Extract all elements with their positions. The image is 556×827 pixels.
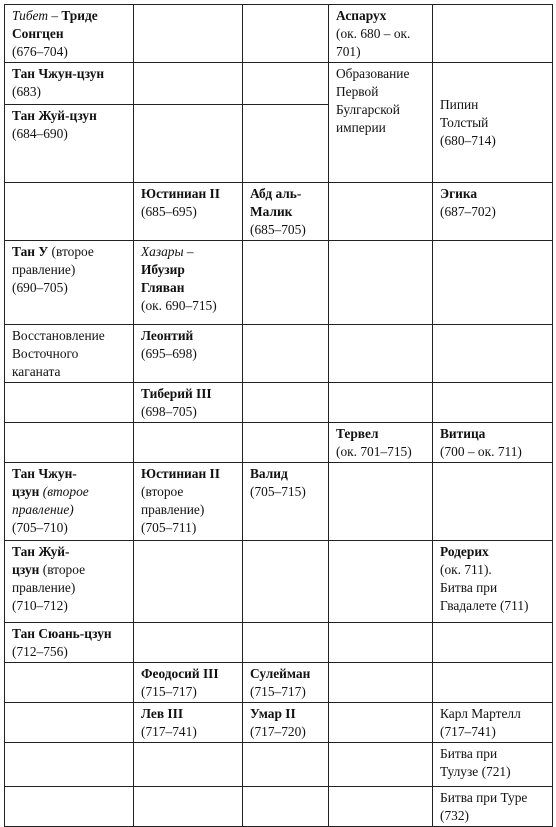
cell-line xyxy=(12,125,129,143)
cell-line xyxy=(250,221,324,239)
cell-line xyxy=(141,327,238,345)
cell-text: (676–704) xyxy=(12,44,68,59)
cell-line xyxy=(141,203,238,221)
cell-text: – xyxy=(183,244,194,259)
table-cell xyxy=(134,383,243,423)
cell-line xyxy=(12,597,129,615)
cell-line xyxy=(12,543,129,561)
cell-line xyxy=(141,279,238,297)
table-cell xyxy=(243,63,329,105)
cell-text: Тан Чжун- xyxy=(12,466,77,481)
cell-text: (700 – ок. 711) xyxy=(440,444,522,459)
table-cell xyxy=(433,541,553,623)
chronology-table xyxy=(4,4,553,827)
table-cell xyxy=(329,703,433,743)
cell-text: (685–705) xyxy=(250,222,306,237)
cell-text: (второе xyxy=(39,562,86,577)
table-cell xyxy=(433,623,553,663)
cell-line xyxy=(336,7,428,25)
table-cell xyxy=(433,383,553,423)
table-cell xyxy=(243,105,329,183)
table-cell xyxy=(329,423,433,463)
table-cell xyxy=(433,703,553,743)
table-cell xyxy=(5,663,134,703)
table-cell xyxy=(5,743,134,787)
cell-line xyxy=(12,625,129,643)
cell-text: (ок. 701–715) xyxy=(336,444,412,459)
cell-line xyxy=(141,683,238,701)
table-cell xyxy=(134,183,243,241)
cell-line xyxy=(250,683,324,701)
table-cell xyxy=(433,241,553,325)
cell-line xyxy=(141,385,238,403)
cell-text: Тибет xyxy=(12,8,48,23)
table-cell xyxy=(243,541,329,623)
cell-line xyxy=(250,203,324,221)
table-cell xyxy=(134,423,243,463)
table-cell xyxy=(433,63,553,183)
cell-text: Витица xyxy=(440,426,486,441)
cell-line xyxy=(250,465,324,483)
table-cell xyxy=(5,5,134,63)
cell-line xyxy=(440,425,548,443)
cell-line xyxy=(440,705,548,723)
cell-text: (715–717) xyxy=(141,684,197,699)
cell-text: Тан Чжун-цзун xyxy=(12,66,105,81)
cell-text: (ок. 680 – ок. xyxy=(336,26,411,41)
table-cell xyxy=(433,787,553,827)
cell-text: Триде xyxy=(61,8,98,23)
table-cell xyxy=(5,325,134,383)
cell-line xyxy=(141,185,238,203)
cell-text: Первой xyxy=(336,84,379,99)
table-cell xyxy=(433,325,553,383)
table-cell xyxy=(134,5,243,63)
table-cell xyxy=(5,383,134,423)
cell-text: (ок. 690–715) xyxy=(141,298,217,313)
table-cell xyxy=(134,663,243,703)
cell-text: (685–695) xyxy=(141,204,197,219)
cell-text: (717–741) xyxy=(141,724,197,739)
table-cell xyxy=(243,703,329,743)
table-cell xyxy=(134,63,243,105)
cell-line xyxy=(141,261,238,279)
cell-text: (732) xyxy=(440,808,470,823)
cell-text: Ибузир xyxy=(141,262,185,277)
table-row xyxy=(5,703,553,743)
cell-text: (687–702) xyxy=(440,204,496,219)
cell-text: цзун xyxy=(12,484,40,499)
cell-line xyxy=(141,345,238,363)
cell-text: правление) xyxy=(12,502,74,517)
table-cell xyxy=(134,241,243,325)
cell-line xyxy=(12,83,129,101)
cell-line xyxy=(250,185,324,203)
table-cell xyxy=(243,241,329,325)
table-cell xyxy=(329,787,433,827)
table-cell xyxy=(5,105,134,183)
cell-text: (705–715) xyxy=(250,484,306,499)
table-row xyxy=(5,663,553,703)
table-row xyxy=(5,241,553,325)
table-cell xyxy=(5,787,134,827)
cell-text: Сонгцен xyxy=(12,26,64,41)
cell-text: правление) xyxy=(12,262,76,277)
cell-line xyxy=(12,483,129,501)
cell-text: Тулузе (721) xyxy=(440,764,511,779)
cell-text: (717–720) xyxy=(250,724,306,739)
cell-line xyxy=(12,327,129,345)
cell-text: Восстановление xyxy=(12,328,105,343)
cell-text: Эгика xyxy=(440,186,478,201)
cell-line xyxy=(141,665,238,683)
cell-text: Юстиниан II xyxy=(141,466,220,481)
cell-line xyxy=(12,501,129,519)
cell-text: (второе xyxy=(48,244,94,259)
cell-line xyxy=(440,114,548,132)
cell-text: правление) xyxy=(141,502,205,517)
cell-line xyxy=(141,483,238,501)
cell-line xyxy=(440,789,548,807)
cell-text: (680–714) xyxy=(440,133,496,148)
cell-text: Лев III xyxy=(141,706,184,721)
table-cell xyxy=(243,743,329,787)
cell-text: (683) xyxy=(12,84,42,99)
cell-line xyxy=(336,101,428,119)
cell-line xyxy=(440,561,548,579)
table-row xyxy=(5,325,553,383)
table-cell xyxy=(5,241,134,325)
cell-line xyxy=(12,65,129,83)
table-cell xyxy=(243,663,329,703)
cell-line xyxy=(12,561,129,579)
cell-line xyxy=(336,25,428,43)
cell-line xyxy=(12,107,129,125)
cell-text: Битва при xyxy=(440,746,498,761)
table-row xyxy=(5,787,553,827)
cell-text: Тан Жуй-цзун xyxy=(12,108,97,123)
cell-text: Гляван xyxy=(141,280,185,295)
cell-text: (710–712) xyxy=(12,598,68,613)
cell-line xyxy=(440,185,548,203)
table-cell xyxy=(433,463,553,541)
table-cell xyxy=(329,241,433,325)
cell-text: – xyxy=(48,8,62,23)
cell-line xyxy=(336,425,428,443)
cell-text: Толстый xyxy=(440,115,489,130)
table-cell xyxy=(329,5,433,63)
cell-line xyxy=(250,723,324,741)
table-cell xyxy=(329,325,433,383)
cell-line xyxy=(12,25,129,43)
cell-text: Валид xyxy=(250,466,288,481)
table-cell xyxy=(329,541,433,623)
cell-text: Сулейман xyxy=(250,666,311,681)
cell-line xyxy=(12,243,129,261)
cell-line xyxy=(440,443,548,461)
cell-text: Карл Мартелл xyxy=(440,706,521,721)
cell-text: Хазары xyxy=(141,244,184,259)
cell-text: Булгарской xyxy=(336,102,400,117)
cell-line xyxy=(440,807,548,825)
cell-line xyxy=(12,345,129,363)
cell-text: (второе xyxy=(141,484,184,499)
cell-text: Образование xyxy=(336,66,410,81)
cell-line xyxy=(440,597,548,615)
table-cell xyxy=(5,423,134,463)
cell-text: (второе xyxy=(39,484,89,499)
cell-line xyxy=(440,96,548,114)
cell-line xyxy=(12,465,129,483)
cell-line xyxy=(12,519,129,537)
table-cell xyxy=(243,463,329,541)
cell-line xyxy=(141,403,238,421)
table-row xyxy=(5,743,553,787)
table-row xyxy=(5,623,553,663)
cell-text: (705–710) xyxy=(12,520,68,535)
cell-text: правление) xyxy=(12,580,76,595)
table-cell xyxy=(329,463,433,541)
table-cell xyxy=(433,743,553,787)
cell-text: Юстиниан II xyxy=(141,186,220,201)
table-cell xyxy=(5,63,134,105)
cell-text: (684–690) xyxy=(12,126,68,141)
table-cell xyxy=(433,663,553,703)
table-row xyxy=(5,423,553,463)
cell-text: Тан Сюань-цзун xyxy=(12,626,112,641)
cell-text: (712–756) xyxy=(12,644,68,659)
cell-text: Тервел xyxy=(336,426,379,441)
table-body xyxy=(5,5,553,827)
cell-line xyxy=(141,297,238,315)
table-cell xyxy=(5,463,134,541)
cell-text: Умар II xyxy=(250,706,296,721)
cell-line xyxy=(250,705,324,723)
table-cell xyxy=(329,623,433,663)
table-cell xyxy=(134,787,243,827)
cell-text: Малик xyxy=(250,204,293,219)
cell-text: Родерих xyxy=(440,544,489,559)
table-cell xyxy=(329,183,433,241)
table-cell xyxy=(134,325,243,383)
cell-text: Тиберий III xyxy=(141,386,212,401)
table-cell xyxy=(329,383,433,423)
table-cell xyxy=(433,423,553,463)
table-cell xyxy=(134,743,243,787)
table-row xyxy=(5,541,553,623)
cell-line xyxy=(336,83,428,101)
cell-line xyxy=(141,519,238,537)
cell-text: цзун xyxy=(12,562,40,577)
cell-text: Леонтий xyxy=(141,328,194,343)
cell-text: Абд аль- xyxy=(250,186,302,201)
cell-text: Феодосий III xyxy=(141,666,219,681)
cell-line xyxy=(440,203,548,221)
cell-line xyxy=(440,723,548,741)
table-cell xyxy=(243,5,329,63)
table-cell xyxy=(243,623,329,663)
cell-text: Аспарух xyxy=(336,8,387,23)
table-cell xyxy=(134,463,243,541)
cell-line xyxy=(440,579,548,597)
cell-line xyxy=(440,763,548,781)
cell-text: Битва при Туре xyxy=(440,790,528,805)
cell-text: Тан Жуй- xyxy=(12,544,70,559)
table-cell xyxy=(5,183,134,241)
cell-line xyxy=(12,261,129,279)
table-cell xyxy=(134,703,243,743)
cell-text: (715–717) xyxy=(250,684,306,699)
cell-line xyxy=(336,43,428,61)
cell-text: (698–705) xyxy=(141,404,197,419)
cell-line xyxy=(141,705,238,723)
cell-text: Гвадалете (711) xyxy=(440,598,529,613)
cell-line xyxy=(336,119,428,137)
table-row xyxy=(5,63,553,105)
table-cell xyxy=(329,663,433,703)
table-cell xyxy=(243,383,329,423)
cell-line xyxy=(440,543,548,561)
cell-line xyxy=(12,43,129,61)
cell-line xyxy=(141,501,238,519)
cell-line xyxy=(12,579,129,597)
cell-line xyxy=(12,363,129,381)
cell-text: Битва при xyxy=(440,580,498,595)
cell-text: каганата xyxy=(12,364,61,379)
cell-line xyxy=(440,132,548,150)
table-cell xyxy=(243,325,329,383)
table-cell xyxy=(243,423,329,463)
table-cell xyxy=(134,105,243,183)
table-cell xyxy=(5,703,134,743)
table-cell xyxy=(134,541,243,623)
cell-text: 701) xyxy=(336,44,361,59)
cell-line xyxy=(141,723,238,741)
cell-line xyxy=(12,7,129,25)
cell-text: (717–741) xyxy=(440,724,496,739)
cell-line xyxy=(141,465,238,483)
table-cell xyxy=(433,5,553,63)
table-cell xyxy=(329,743,433,787)
cell-text: (705–711) xyxy=(141,520,197,535)
table-cell xyxy=(5,541,134,623)
table-row xyxy=(5,463,553,541)
table-cell xyxy=(5,623,134,663)
cell-line xyxy=(12,643,129,661)
table-cell xyxy=(243,183,329,241)
table-row xyxy=(5,183,553,241)
cell-line xyxy=(250,665,324,683)
cell-line xyxy=(440,745,548,763)
cell-line xyxy=(336,443,428,461)
cell-text: (ок. 711). xyxy=(440,562,492,577)
cell-text: (690–705) xyxy=(12,280,68,295)
cell-line xyxy=(12,279,129,297)
cell-text: империи xyxy=(336,120,386,135)
cell-line xyxy=(336,65,428,83)
table-row xyxy=(5,383,553,423)
table-cell xyxy=(243,787,329,827)
cell-line xyxy=(250,483,324,501)
table-cell xyxy=(134,623,243,663)
cell-text: (695–698) xyxy=(141,346,197,361)
cell-text: Восточного xyxy=(12,346,79,361)
table-row xyxy=(5,5,553,63)
cell-text: Пипин xyxy=(440,97,479,112)
table-cell xyxy=(329,63,433,183)
cell-text: Тан У xyxy=(12,244,49,259)
cell-line xyxy=(141,243,238,261)
table-cell xyxy=(433,183,553,241)
